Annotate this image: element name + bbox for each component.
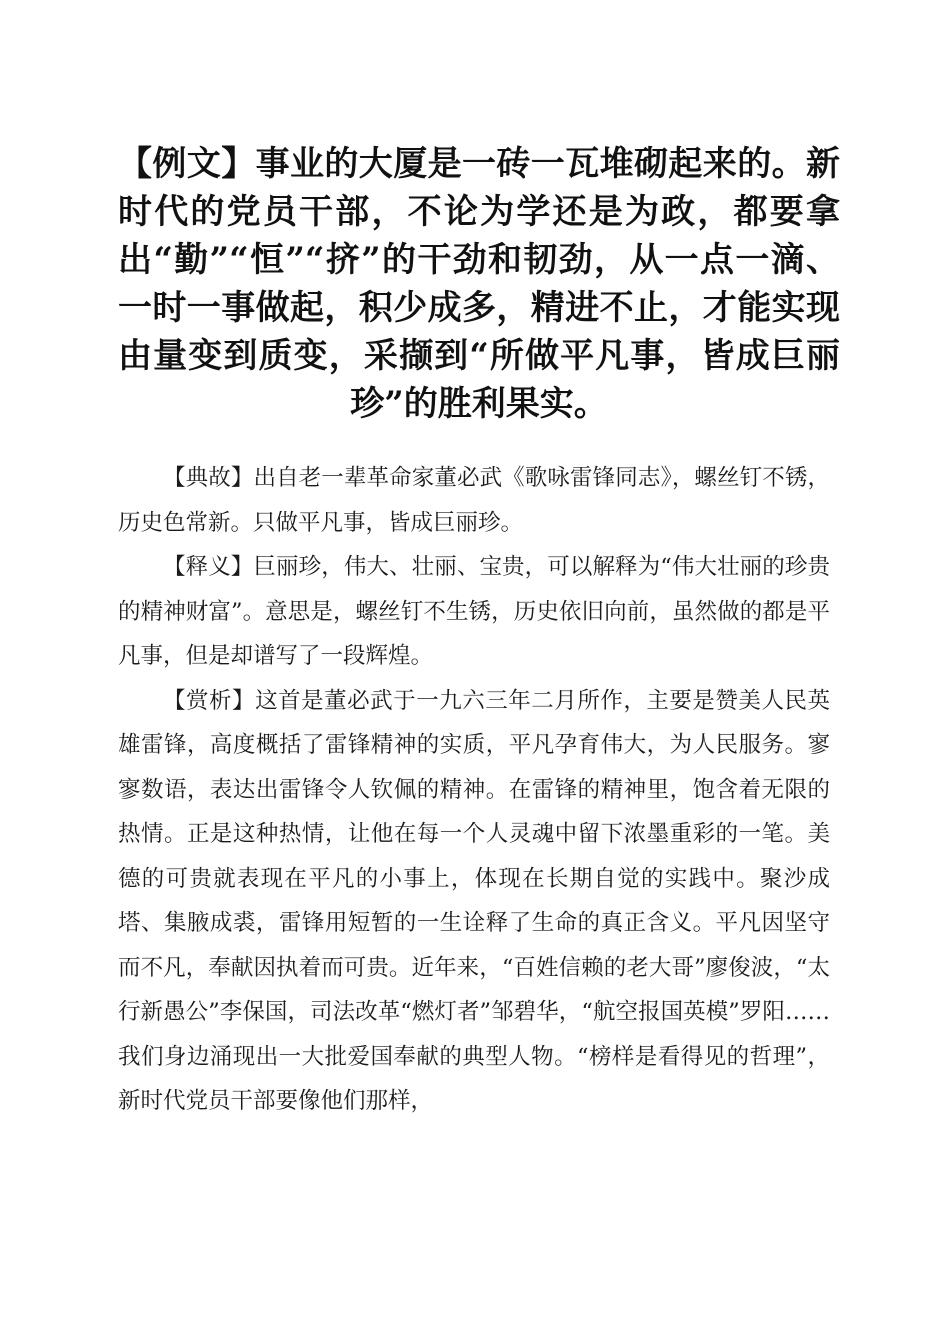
paragraph-appreciation-text: 这首是董必武于一九六三年二月所作，主要是赞美人民英雄雷锋，高度概括了雷锋精神的实质，平凡孕育伟大，为人民服务。寥寥数语，表达出雷锋令人钦佩的精神。在雷锋的精神里，饱含着无限的热情。正是这种热情，让他在每一个人灵魂中留下浓墨重彩的一笔。美德的可贵就表现在平凡的小事上，体现在长期自觉的实践中。聚沙成塔、集腋成裘，雷锋用短暂的一生诠释了生命的真正含义。平凡因坚守而不凡，奉献因执着而可贵。近年来，“百姓信赖的老大哥”廖俊波，“太行新愚公”李保国，司法改革“燃灯者”邹碧华，“航空报国英模”罗阳……我们身边涌现出一大批爱国奉献的典型人物。“榜样是看得见的哲理”，新时代党员干部要像他们那样，	[118, 687, 830, 1114]
paragraph-origin-text: 出自老一辈革命家董必武《歌咏雷锋同志》，螺丝钉不锈，历史色常新。只做平凡事，皆成巨丽珍。	[118, 465, 830, 536]
paragraph-appreciation	[118, 679, 830, 1124]
document-body	[118, 456, 830, 1124]
tag-meaning: 【释义】	[163, 554, 254, 580]
paragraph-meaning-text: 巨丽珍，伟大、壮丽、宝贵，可以解释为“伟大壮丽的珍贵的精神财富”。意思是，螺丝钉不生锈，历史依旧向前，虽然做的都是平凡事，但是却谱写了一段辉煌。	[118, 554, 830, 669]
paragraph-meaning	[118, 545, 830, 679]
tag-origin: 【典故】	[163, 465, 254, 491]
example-heading: 【例文】事业的大厦是一砖一瓦堆砌起来的。新时代的党员干部，不论为学还是为政，都要拿出“勤”“恒”“挤”的干劲和韧劲，从一点一滴、一时一事做起，积少成多，精进不止，才能实现由量变到质变，采撷到“所做平凡事，皆成巨丽珍”的胜利果实。	[118, 144, 840, 424]
tag-appreciation: 【赏析】	[163, 687, 256, 714]
paragraph-origin	[118, 456, 830, 545]
